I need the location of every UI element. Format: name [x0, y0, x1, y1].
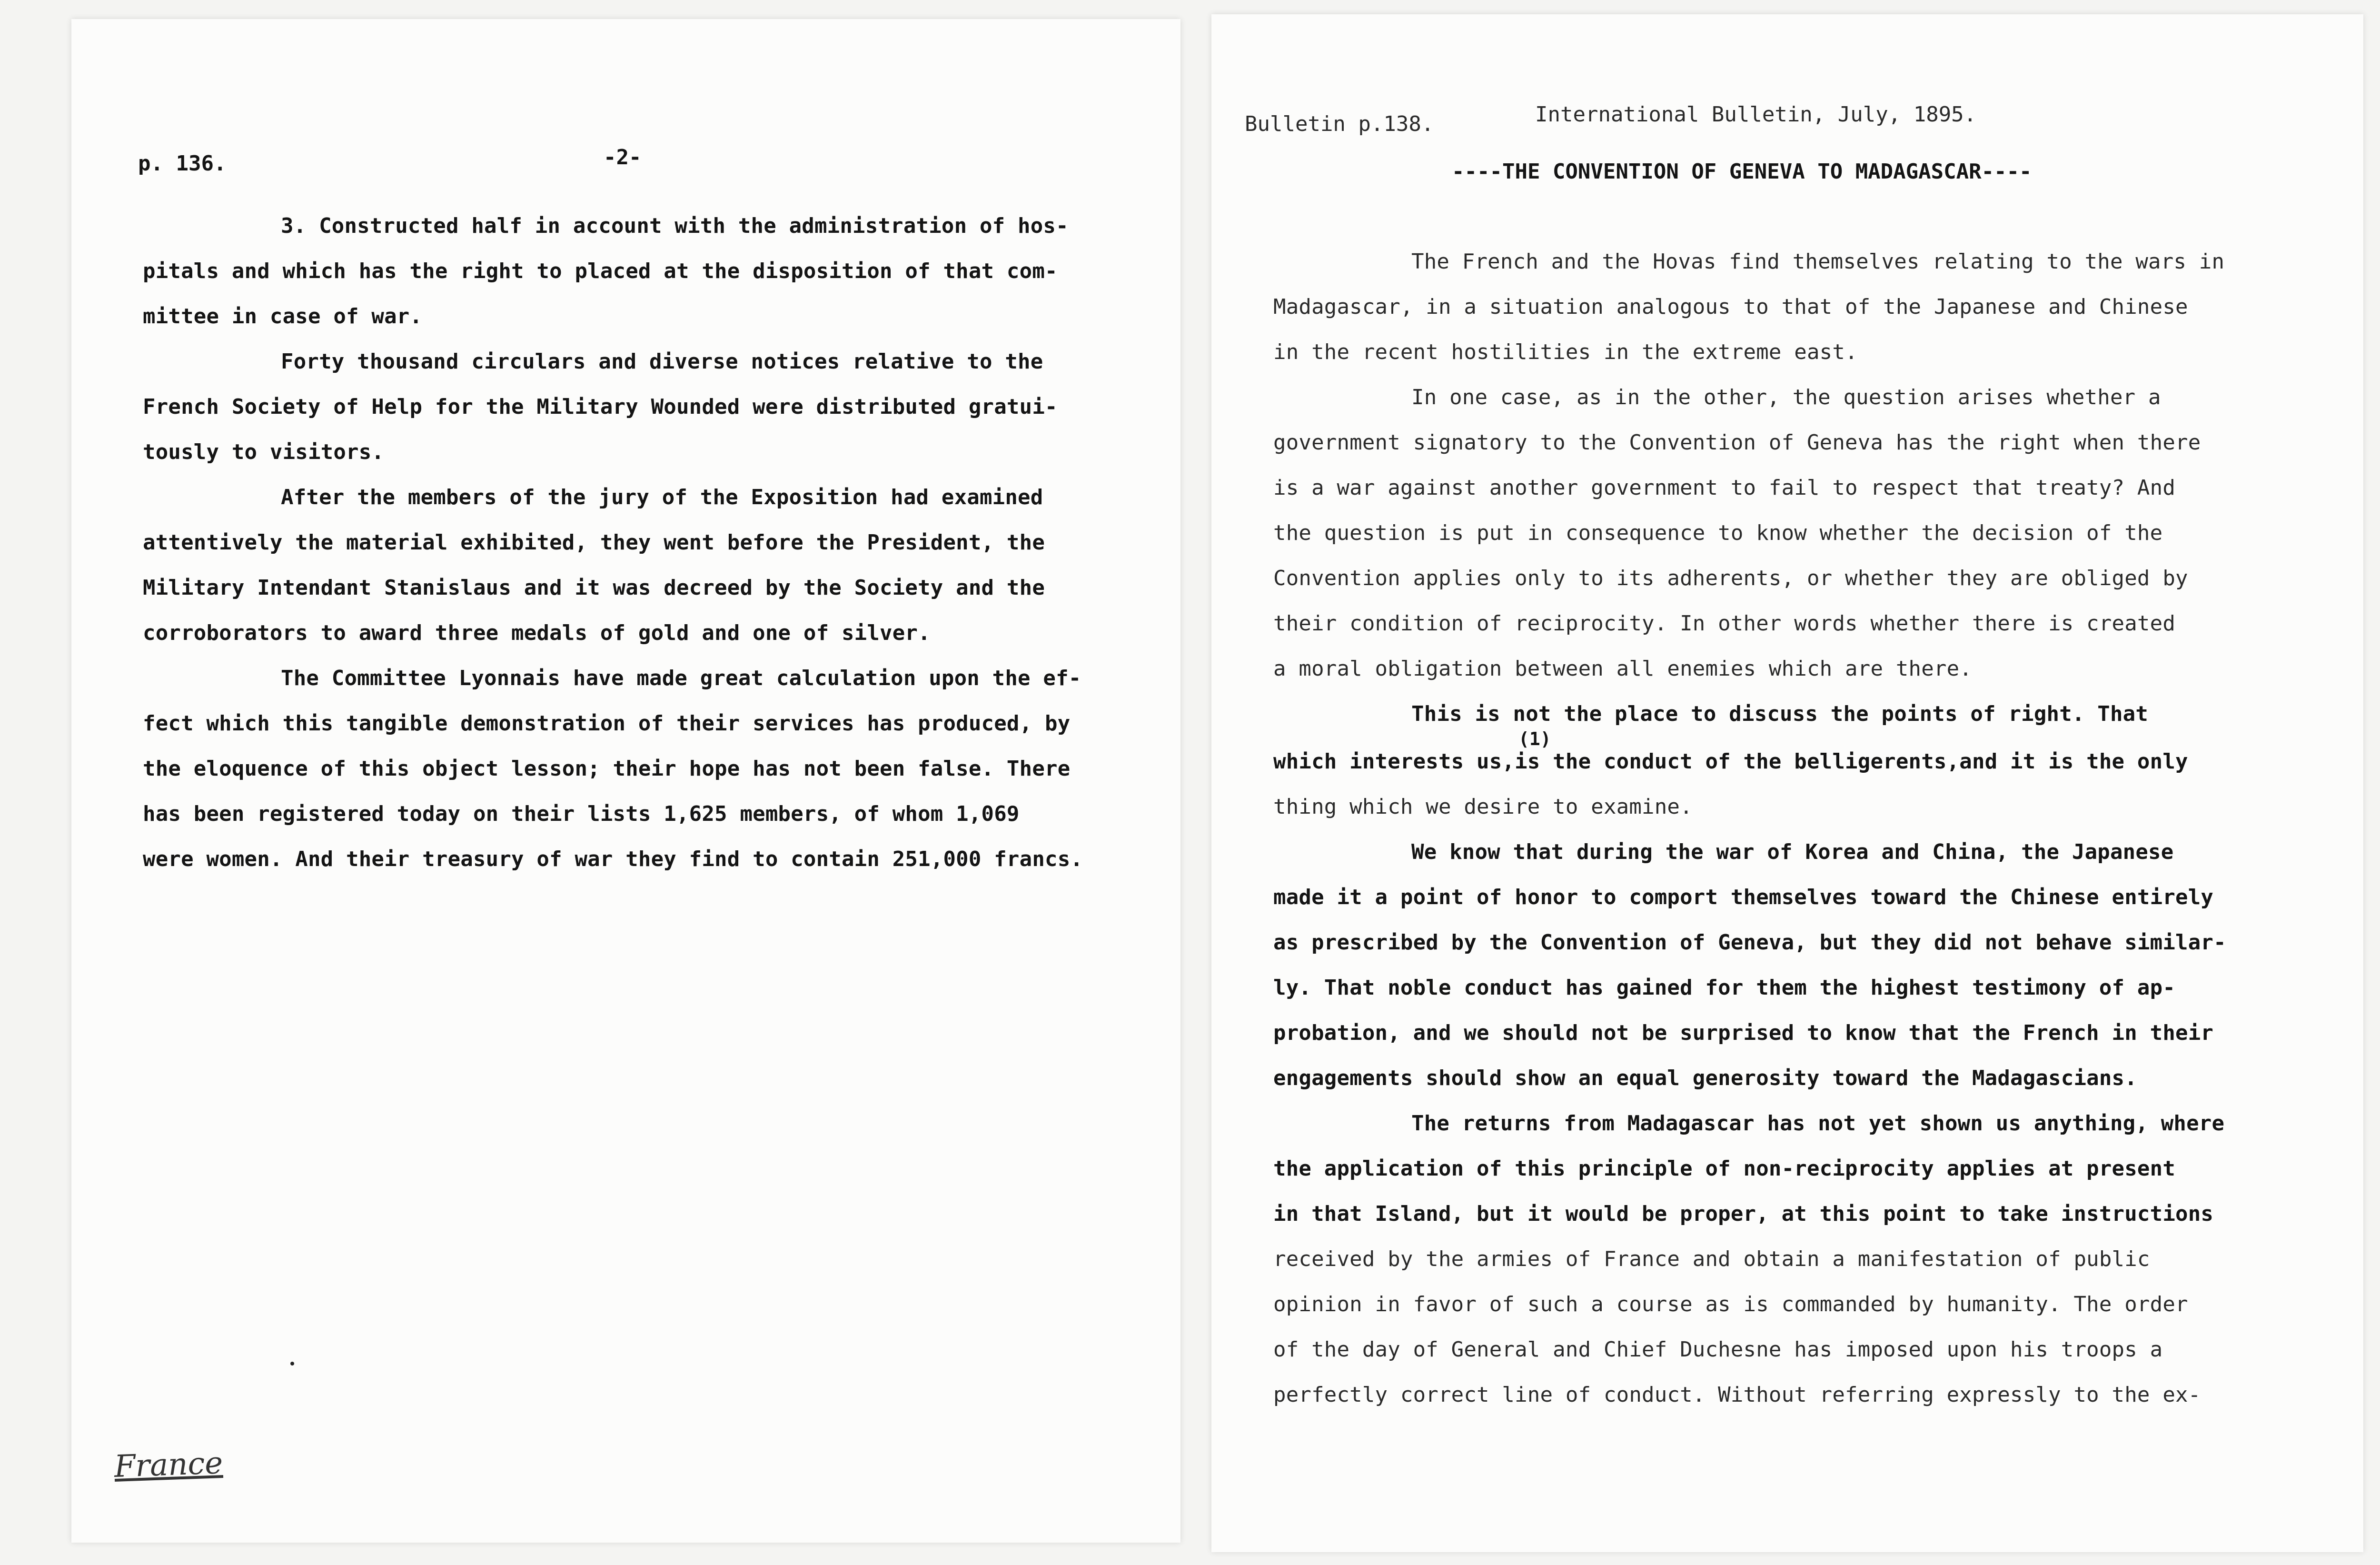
- left-line: mittee in case of war.: [143, 304, 423, 329]
- right-line: thing which we desire to examine.: [1273, 795, 1693, 819]
- left-line: After the members of the jury of the Exposition had examined: [281, 485, 1043, 509]
- right-line: made it a point of honor to comport themselves toward the Chinese entirely: [1273, 885, 2214, 909]
- left-line: fect which this tangible demonstration of their services has produced, by: [143, 711, 1071, 736]
- right-line: The returns from Madagascar has not yet shown us anything, where: [1411, 1111, 2225, 1136]
- right-line: perfectly correct line of conduct. Without referring expressly to the ex-: [1273, 1383, 2201, 1407]
- handwritten-signature: France: [113, 1445, 224, 1485]
- left-line: Military Intendant Stanislaus and it was decreed by the Society and the: [143, 576, 1045, 600]
- right-line: in the recent hostilities in the extreme east.: [1273, 340, 1858, 364]
- source-citation: International Bulletin, July, 1895.: [1535, 102, 1977, 127]
- left-page-number: -2-: [604, 145, 642, 169]
- right-line: received by the armies of France and obtain a manifestation of public: [1273, 1247, 2150, 1271]
- right-line: in that Island, but it would be proper, at this point to take instructions: [1273, 1202, 2214, 1226]
- left-line: The Committee Lyonnais have made great calculation upon the ef-: [281, 666, 1081, 690]
- ink-dot: [290, 1362, 294, 1366]
- right-line: the question is put in consequence to know whether the decision of the: [1273, 521, 2163, 545]
- right-line: In one case, as in the other, the question arises whether a: [1411, 385, 2161, 409]
- right-line: This is not the place to discuss the points of right. That: [1411, 702, 2149, 726]
- left-line: 3. Constructed half in account with the administration of hos-: [281, 214, 1069, 238]
- article-title: ----THE CONVENTION OF GENEVA TO MADAGASCAR----: [1452, 159, 2032, 184]
- right-line: the application of this principle of non-reciprocity applies at present: [1273, 1156, 2176, 1181]
- right-line: a moral obligation between all enemies which are there.: [1273, 657, 1972, 681]
- right-line: engagements should show an equal generosity toward the Madagascians.: [1273, 1066, 2137, 1090]
- left-line: the eloquence of this object lesson; their hope has not been false. There: [143, 757, 1071, 781]
- right-page: [1211, 14, 2363, 1552]
- right-line: government signatory to the Convention of Geneva has the right when there: [1273, 430, 2201, 455]
- footnote-mark: (1): [1518, 728, 1551, 749]
- right-page-ref: Bulletin p.138.: [1245, 112, 1434, 136]
- right-line: probation, and we should not be surprised to know that the French in their: [1273, 1021, 2214, 1045]
- right-line: of the day of General and Chief Duchesne has imposed upon his troops a: [1273, 1337, 2163, 1362]
- left-line: tously to visitors.: [143, 440, 385, 464]
- left-line: were women. And their treasury of war they find to contain 251,000 francs.: [143, 847, 1083, 871]
- right-line: opinion in favor of such a course as is commanded by humanity. The order: [1273, 1292, 2188, 1316]
- left-line: French Society of Help for the Military Wounded were distributed gratui-: [143, 395, 1058, 419]
- right-line: as prescribed by the Convention of Geneva, but they did not behave similar-: [1273, 930, 2226, 955]
- left-line: pitals and which has the right to placed at the disposition of that com-: [143, 259, 1058, 283]
- left-line: Forty thousand circulars and diverse notices relative to the: [281, 349, 1043, 374]
- right-line: ly. That noble conduct has gained for them the highest testimony of ap-: [1273, 976, 2176, 1000]
- left-line: corroborators to award three medals of gold and one of silver.: [143, 621, 931, 645]
- right-line: which interests us,is the conduct of the belligerents,and it is the only: [1273, 749, 2188, 774]
- left-line: has been registered today on their lists 1,625 members, of whom 1,069: [143, 802, 1020, 826]
- left-page-ref: p. 136.: [138, 151, 227, 176]
- left-line: attentively the material exhibited, they went before the President, the: [143, 530, 1045, 555]
- right-line: is a war against another government to fail to respect that treaty? And: [1273, 476, 2176, 500]
- right-line: Madagascar, in a situation analogous to that of the Japanese and Chinese: [1273, 295, 2188, 319]
- right-line: their condition of reciprocity. In other words whether there is created: [1273, 611, 2176, 636]
- right-line: We know that during the war of Korea and China, the Japanese: [1411, 840, 2174, 864]
- right-line: Convention applies only to its adherents, or whether they are obliged by: [1273, 566, 2188, 590]
- left-page: [71, 19, 1180, 1543]
- right-line: The French and the Hovas find themselves relating to the wars in: [1411, 249, 2225, 274]
